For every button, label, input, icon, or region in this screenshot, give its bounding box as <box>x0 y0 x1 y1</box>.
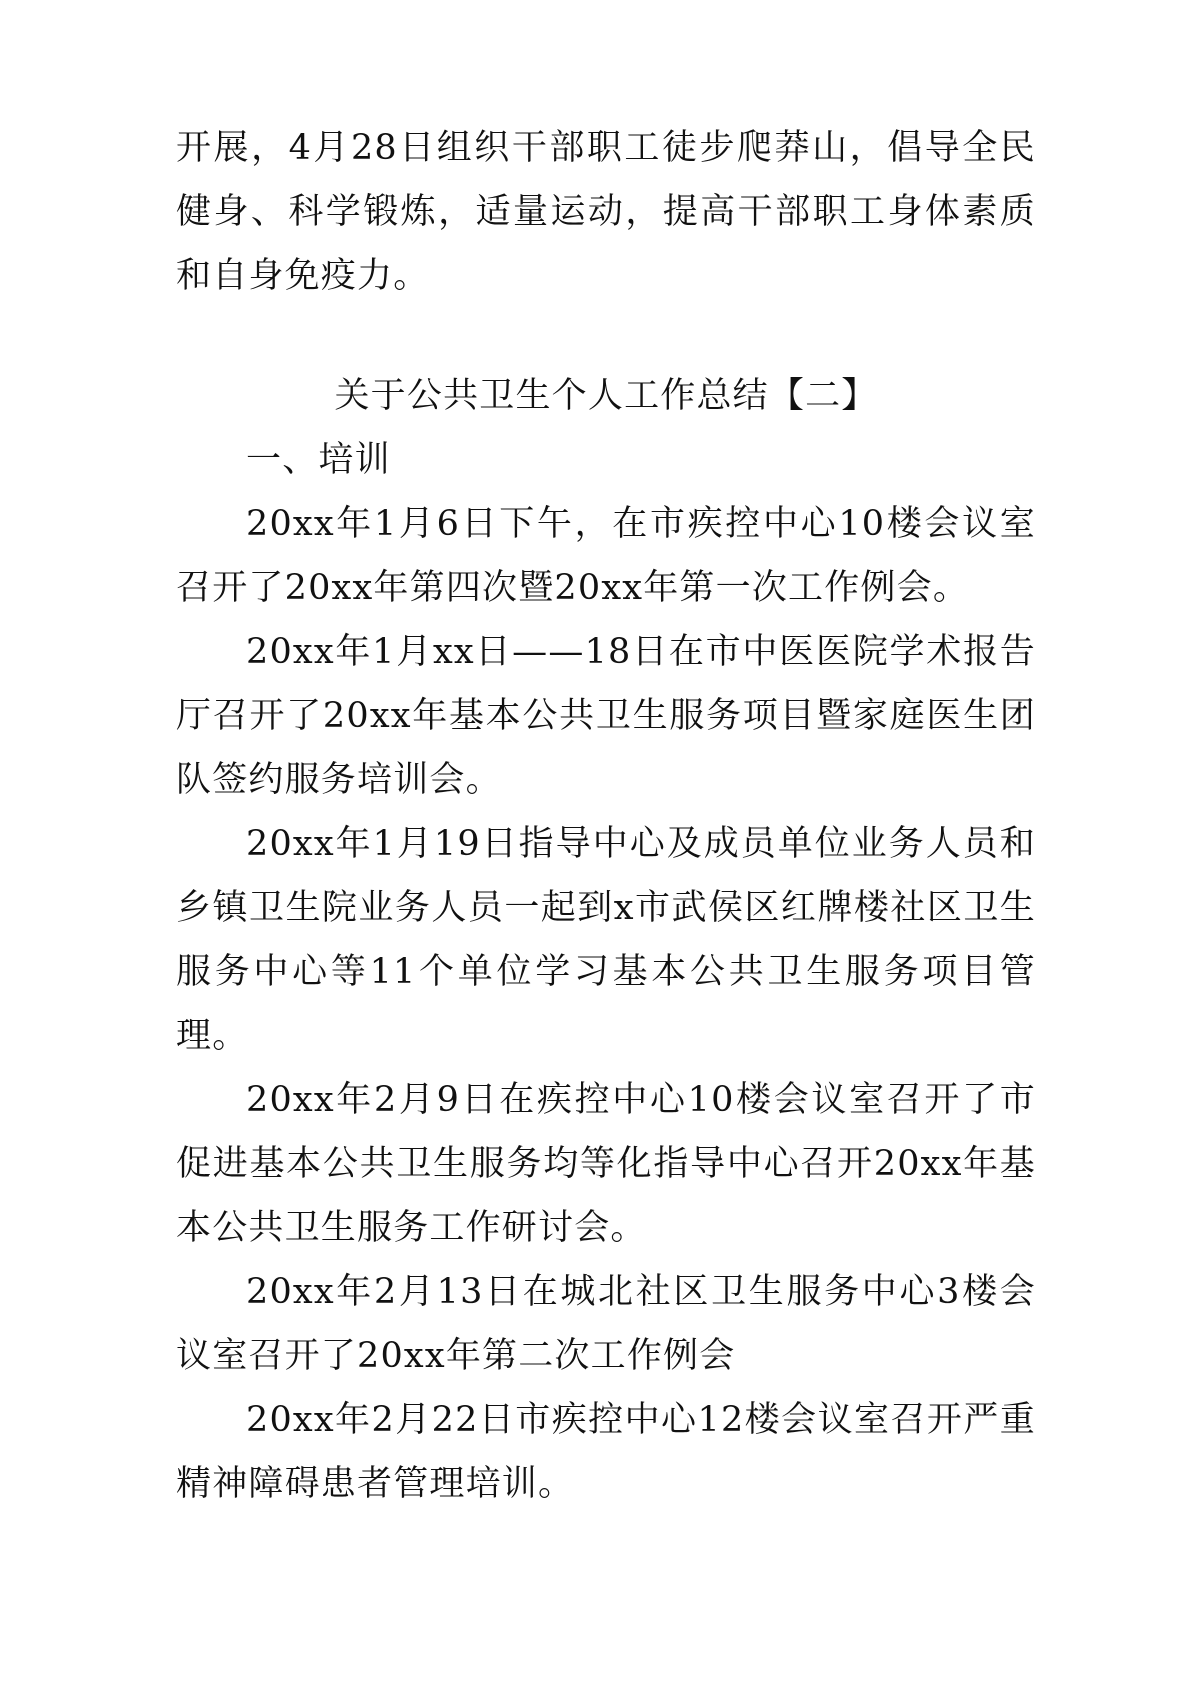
paragraph-meeting-jan-6: 20xx年1月6日下午，在市疾控中心10楼会议室召开了20xx年第四次暨20xx年第一次工作例会。 <box>176 504 1036 608</box>
document-body <box>176 116 1036 1516</box>
paragraph-seminar-feb-9: 20xx年2月9日在疾控中心10楼会议室召开了市促进基本公共卫生服务均等化指导中心召开20xx年基本公共卫生服务工作研讨会。 <box>176 1080 1036 1248</box>
paragraph-training-feb-22: 20xx年2月22日市疾控中心12楼会议室召开严重精神障碍患者管理培训。 <box>176 1400 1036 1504</box>
paragraph-training-jan-18: 20xx年1月xx日——18日在市中医医院学术报告厅召开了20xx年基本公共卫生服务项目暨家庭医生团队签约服务培训会。 <box>176 632 1036 800</box>
opening-paragraph: 开展，4月28日组织干部职工徒步爬莽山，倡导全民健身、科学锻炼，适量运动，提高干部职工身体素质和自身免疫力。 <box>176 128 1036 296</box>
paragraph-meeting-feb-13: 20xx年2月13日在城北社区卫生服务中心3楼会议室召开了20xx年第二次工作例会 <box>176 1272 1036 1376</box>
paragraph-study-jan-19: 20xx年1月19日指导中心及成员单位业务人员和乡镇卫生院业务人员一起到x市武侯区红牌楼社区卫生服务中心等11个单位学习基本公共卫生服务项目管理。 <box>176 824 1036 1056</box>
section-spacer <box>176 308 1036 364</box>
section-title: 关于公共卫生个人工作总结【二】 <box>334 376 878 416</box>
subsection-heading: 一、培训 <box>246 440 391 480</box>
